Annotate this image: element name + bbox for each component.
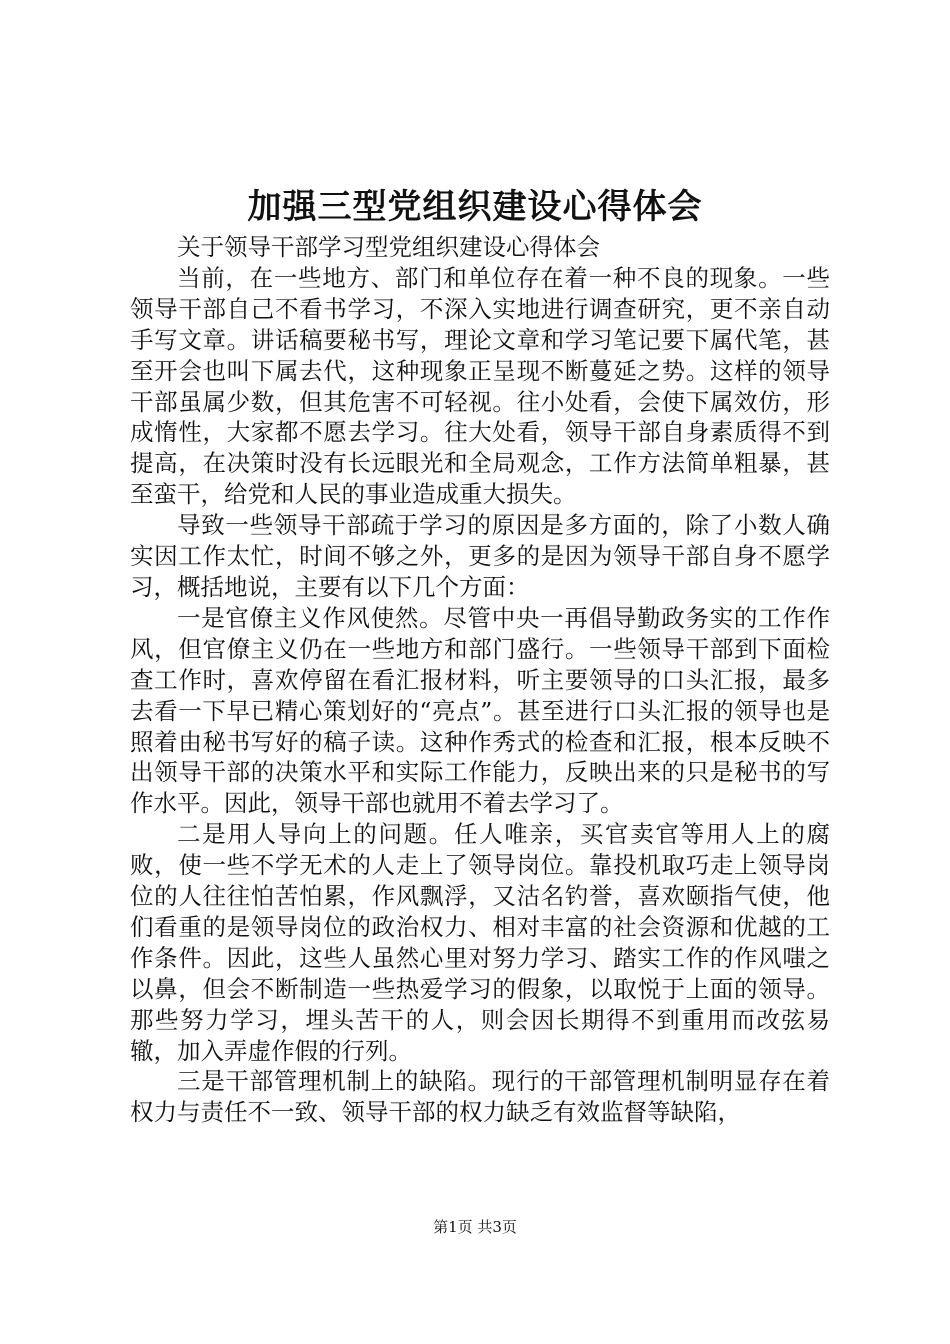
paragraph-bureaucracy: 一是官僚主义作风使然。尽管中央一再倡导勤政务实的工作作风，但官僚主义仍在一些地方和部门盛行。一些领导干部到下面检查工作时，喜欢停留在看汇报材料，听主要领导的口头汇报，最多去看一下早已精心策划好的“亮点”。甚至进行口头汇报的领导也是照着由秘书写好的稿子读。这种作秀式的检查和汇报，根本反映不出领导干部的决策水平和实际工作能力，反映出来的只是秘书的写作水平。因此，领导干部也就用不着去学习了。 <box>130 603 830 818</box>
document-title: 加强三型党组织建设心得体会 <box>247 187 703 227</box>
paragraph-management-defects: 三是干部管理机制上的缺陷。现行的干部管理机制明显存在着权力与责任不一致、领导干部的权力缺乏有效监督等缺陷， <box>130 1067 830 1127</box>
document-body <box>130 232 830 1128</box>
paragraph-current-situation: 当前，在一些地方、部门和单位存在着一种不良的现象。一些领导干部自己不看书学习，不深入实地进行调查研究，更不亲自动手写文章。讲话稿要秘书写，理论文章和学习笔记要下属代笔，甚至开会也叫下属去代，这种现象正呈现不断蔓延之势。这样的领导干部虽属少数，但其危害不可轻视。往小处看，会使下属效仿，形成惰性，大家都不愿去学习。往大处看，领导干部自身素质得不到提高，在决策时没有长远眼光和全局观念，工作方法简单粗暴，甚至蛮干，给党和人民的事业造成重大损失。 <box>130 263 830 509</box>
document-subtitle: 关于领导干部学习型党组织建设心得体会 <box>177 233 600 261</box>
paragraph-appointment-problems: 二是用人导向上的问题。任人唯亲，买官卖官等用人上的腐败，使一些不学无术的人走上了领导岗位。靠投机取巧走上领导岗位的人往往怕苦怕累，作风飘浮，又沽名钓誉，喜欢颐指气使，他们看重的是领导岗位的政治权力、相对丰富的社会资源和优越的工作条件。因此，这些人虽然心里对努力学习、踏实工作的作风嗤之以鼻，但会不断制造一些热爱学习的假象，以取悦于上面的领导。那些努力学习，埋头苦干的人，则会因长期得不到重用而改弦易辙，加入弄虚作假的行列。 <box>130 820 830 1065</box>
paragraph-causes: 导致一些领导干部疏于学习的原因是多方面的，除了小数人确实因工作太忙，时间不够之外，更多的是因为领导干部自身不愿学习，概括地说，主要有以下几个方面： <box>130 511 830 601</box>
page-footer: 第1页 共3页 <box>433 1218 517 1236</box>
